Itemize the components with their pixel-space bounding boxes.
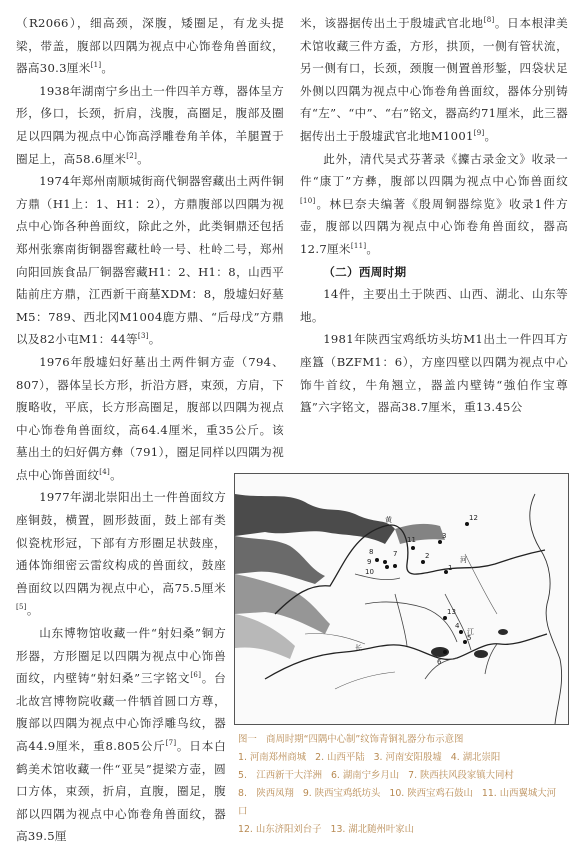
paragraph: 1981年陕西宝鸡纸坊头坊M1出土一件四耳方座簋（BZFM1：6），方座四壁以四隅为视点中心饰牛首纹，牛角翘立，器盖内壁铸“強伯作宝尊簋”六字铭文，器高38.7厘米，重13.45公 bbox=[300, 332, 568, 415]
footnote-ref[interactable]: [2] bbox=[126, 151, 138, 160]
right-column bbox=[300, 12, 568, 419]
paragraph: 1977年湖北崇阳出土一件兽面纹方座铜鼓，横置，圆形鼓面，鼓上部有类似瓷枕形冠，下部有方形圈足状鼓座，通体饰细密云雷纹构成的兽面纹，鼓座兽面纹以四隅为视点中心，高75.5厘米[5]。 bbox=[16, 490, 226, 618]
footnote-ref[interactable]: [5] bbox=[16, 603, 27, 612]
tributary bbox=[465, 554, 497, 614]
legend-item: 8. 陕西凤翔 bbox=[238, 788, 294, 799]
tributary bbox=[355, 574, 400, 580]
site-number-2: 2 bbox=[425, 552, 430, 560]
site-dot-12 bbox=[465, 522, 469, 526]
site-dot-10 bbox=[385, 565, 389, 569]
figure-map bbox=[234, 473, 569, 838]
footnote-ref[interactable]: [4] bbox=[99, 468, 111, 477]
legend-item: 4. 湖北崇阳 bbox=[450, 752, 501, 763]
site-number-11: 11 bbox=[407, 536, 416, 544]
lake bbox=[474, 650, 488, 658]
legend-item: 11. 山西翼城大河口 bbox=[238, 788, 556, 817]
legend-item: 9. 陕西宝鸡纸坊头 bbox=[302, 788, 381, 799]
paragraph: 14件，主要出土于陕西、山西、湖北、山东等地。 bbox=[300, 287, 568, 324]
coastline bbox=[530, 494, 562, 724]
paragraph: 1976年殷墟妇好墓出土两件铜方壶（794、807），器体呈长方形，折沿方唇，束颈，方肩，下腹略收，平底，长方形高圈足，腹部以四隅为视点中心饰卷角兽面纹，高64.4厘米，重35公斤。该墓出土的妇好偶方彝（791），圈足同样以四隅为视点中心饰兽面纹[4]。 bbox=[16, 354, 284, 482]
paragraph: （R2066），细高颈，深腹，矮圈足，有龙头提梁，带盖，腹部以四隅为视点中心饰卷角兽面纹，器高30.3厘米[1]。 bbox=[16, 16, 284, 76]
terrain-shading bbox=[235, 494, 395, 544]
site-number-13: 13 bbox=[447, 608, 456, 616]
terrain-shading bbox=[395, 524, 445, 544]
footnote-ref[interactable]: [3] bbox=[137, 332, 149, 341]
legend-item: 12. 山东济阳刘台子 bbox=[238, 824, 322, 835]
site-dot-8 bbox=[375, 558, 379, 562]
site-number-1: 1 bbox=[448, 564, 453, 572]
legend-item: 10. 陕西宝鸡石鼓山 bbox=[389, 788, 473, 799]
paragraph: 1974年郑州南顺城街商代铜器窖藏出土两件铜方鼎（H1上：1、H1：2），方鼎腹部以四隅为视点中心饰各种兽面纹，除此之外，此类铜鼎还包括郑州张寨南街铜器窖藏杜岭一号、杜岭二号，郑州向阳回族食品厂铜器窖藏H1：2、H1：8，山西平陆前庄方鼎，江西新干商墓XDM：8，殷墟妇好墓M5：789、西北冈M1004鹿方鼎、“后母戊”方鼎以及82小屯M1：44等[3]。 bbox=[16, 174, 284, 347]
footnote-ref[interactable]: [1] bbox=[90, 61, 102, 70]
legend-item: 5. 江西新干大洋洲 bbox=[238, 770, 322, 781]
legend-item: 2. 山西平陆 bbox=[315, 752, 365, 763]
section-title: （二）西周时期 bbox=[323, 264, 407, 279]
map-legend bbox=[238, 749, 568, 839]
site-dot-3 bbox=[438, 540, 442, 544]
site-dot-6 bbox=[443, 650, 447, 654]
site-dot-2 bbox=[421, 560, 425, 564]
paragraph: 山东博物馆收藏一件“射妇桑”铜方形器，方形圈足以四隅为视点中心饰兽面纹，内壁铸“射妇桑”三字铭文[6]。台北故宫博物院收藏一件牺首圆口方尊，腹部以四隅为视点中心饰浮雕鸟纹，器高44.9厘米，重8.805公斤[7]。日本白鹤美术馆收藏一件“亚吴”提梁方壶，圆口方体，束颈，折肩，直腹，圈足，腹部以四隅为视点中心饰卷角兽面纹，器高39.5厘 bbox=[16, 626, 227, 844]
site-dot-4 bbox=[459, 630, 463, 634]
lake bbox=[498, 629, 508, 635]
map-label-he: 河 bbox=[460, 556, 467, 564]
site-dot-13 bbox=[443, 616, 447, 620]
tributary bbox=[365, 602, 457, 642]
terrain-shading bbox=[235, 614, 295, 659]
footnote-ref[interactable]: [6] bbox=[190, 671, 202, 680]
map-label-jiang: 江 bbox=[467, 628, 474, 636]
paragraph: 米，该器据传出土于殷墟武官北地[8]。日本根津美术馆收藏三件方盉，方形，拱顶，一侧有管状流，另一侧有口，长颈，颈腹一侧置兽形錾，四袋状足外侧以四隅为视点中心饰卷角兽面纹，器体分别铸有“左”、“中”、“右”铭文，器高约71厘米，此三器据传出土于殷墟武官北地M1001[9]。 bbox=[300, 16, 568, 143]
legend-item: 1. 河南郑州商城 bbox=[238, 752, 307, 763]
legend-item: 3. 河南安阳殷墟 bbox=[373, 752, 442, 763]
site-number-8: 8 bbox=[369, 548, 374, 556]
site-dot-11 bbox=[411, 546, 415, 550]
figure-caption bbox=[238, 731, 568, 839]
site-number-10: 10 bbox=[365, 568, 374, 576]
site-number-4: 4 bbox=[455, 622, 460, 630]
tributary bbox=[305, 633, 365, 644]
site-dot-9 bbox=[383, 560, 387, 564]
footnote-ref[interactable]: [9] bbox=[473, 129, 485, 138]
site-number-7: 7 bbox=[393, 550, 398, 558]
footnote-ref[interactable]: [7] bbox=[165, 739, 177, 748]
footnote-ref[interactable]: [11] bbox=[350, 242, 367, 251]
footnote-ref[interactable]: [10] bbox=[300, 196, 316, 205]
site-dot-7 bbox=[393, 564, 397, 568]
special-glyph: 吴 bbox=[133, 761, 146, 776]
map-label-huang: 黄 bbox=[385, 516, 392, 524]
map-label-chang: 长 bbox=[355, 644, 362, 652]
legend-item: 6. 湖南宁乡月山 bbox=[330, 770, 400, 781]
footnote-ref[interactable]: [8] bbox=[483, 16, 495, 25]
site-number-9: 9 bbox=[367, 558, 372, 566]
paragraph: 1938年湖南宁乡出土一件四羊方尊，器体呈方形，侈口，长颈，折肩，浅腹，高圈足，腹部及圈足以四隅为视点中心饰高浮雕卷角羊体，羊腿置于圈足上，高58.6厘米[2]。 bbox=[16, 83, 284, 166]
tributary bbox=[335, 672, 395, 689]
site-number-6: 6 bbox=[437, 658, 442, 666]
site-number-12: 12 bbox=[469, 514, 478, 522]
distribution-map bbox=[234, 473, 569, 725]
caption-title: 图一 商周时期“四隅中心制”纹饰青铜礼器分布示意图 bbox=[238, 734, 464, 745]
legend-item: 13. 湖北随州叶家山 bbox=[330, 824, 415, 835]
tributary bbox=[395, 594, 407, 646]
site-number-3: 3 bbox=[442, 532, 447, 540]
legend-item: 7. 陕西扶风段家镇大同村 bbox=[408, 770, 514, 781]
paragraph: 此外，清代吴式芬著录《攈古录金文》收录一件“康丁”方彝，腹部以四隅为视点中心饰兽面纹[10]。林巳奈夫编著《殷周铜器综览》收录1件方壶，腹部以四隅为视点中心饰卷角兽面纹，器高12.7厘米[11]。 bbox=[300, 151, 568, 256]
site-number-5: 5 bbox=[467, 634, 472, 642]
narrow-text-block bbox=[16, 486, 226, 848]
tributary bbox=[485, 644, 497, 674]
map-svg bbox=[235, 474, 568, 724]
terrain-shading bbox=[235, 536, 325, 584]
